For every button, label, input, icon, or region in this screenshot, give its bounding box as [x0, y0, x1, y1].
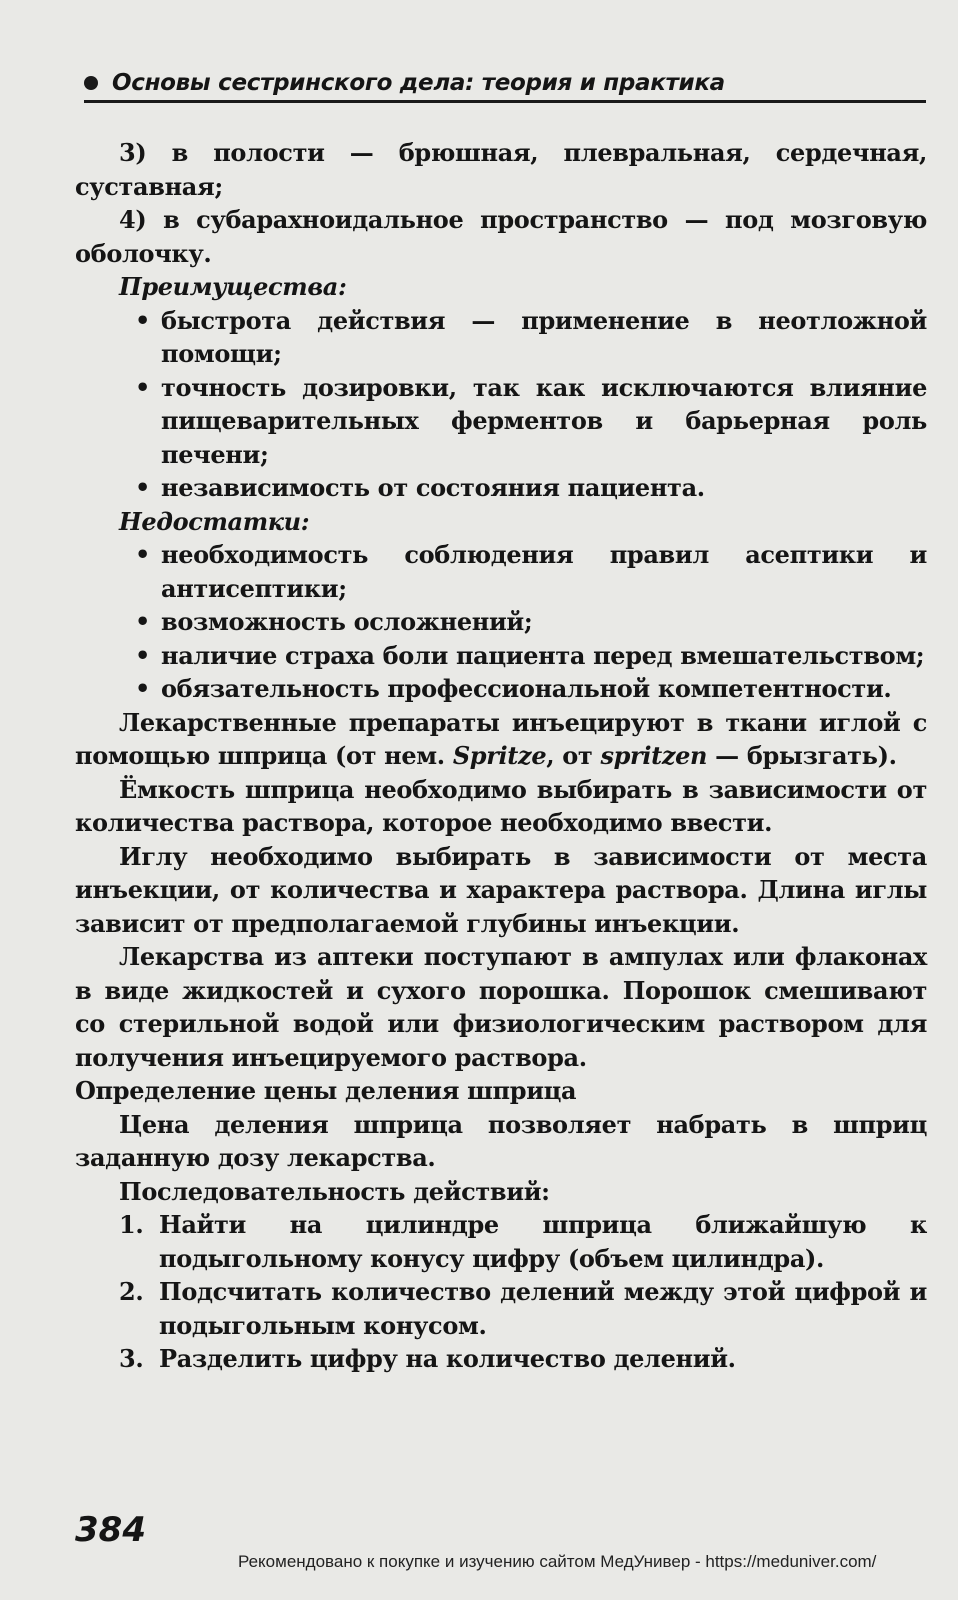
syringe-text-after: — брызгать).	[707, 741, 897, 770]
steps-list	[75, 1208, 927, 1376]
paragraph: Ёмкость шприца необходимо выбирать в зависимости от количества раствора, которое необходимо ввести.	[75, 774, 927, 837]
section-intro: Цена деления шприца позволяет набрать в шприц заданную дозу лекарства.	[75, 1109, 927, 1172]
syringe-text-before: Лекарственные препараты инъецируют в ткани иглой с помощью шприца (от нем.	[75, 707, 927, 770]
syringe-text-mid: , от	[546, 741, 601, 770]
bullet-dot-icon	[84, 76, 98, 90]
term-spritze: Spritze	[452, 741, 547, 770]
footer-note: Рекомендовано к покупке и изучению сайтом МедУнивер - https://meduniver.com/	[238, 1552, 877, 1571]
step-item	[119, 1208, 927, 1275]
list-item: • необходимость соблюдения правил асептики и антисептики;	[135, 538, 927, 605]
step-text: Разделить цифру на количество делений.	[159, 1344, 736, 1373]
list-item: • быстрота действия — применение в неотложной помощи;	[135, 304, 927, 371]
list-item: • точность дозировки, так как исключаются влияние пищеварительных ферментов и барьерная роль печени;	[135, 371, 927, 472]
step-text: Подсчитать количество делений между этой цифрой и подыгольным конусом.	[159, 1277, 927, 1340]
step-item	[119, 1275, 927, 1342]
term-spritzen: spritzen	[600, 741, 708, 770]
header-title: Основы сестринского дела: теория и практика	[112, 70, 725, 96]
step-text: Найти на цилиндре шприца ближайшую к подыгольному конусу цифру (объем цилиндра).	[159, 1210, 927, 1273]
running-header	[84, 70, 926, 103]
section-title: Определение цены деления шприца	[75, 1076, 577, 1105]
list-item: • обязательность профессиональной компетентности.	[135, 672, 927, 706]
page-body	[75, 136, 927, 1376]
list-item: • наличие страха боли пациента перед вмешательством;	[135, 639, 927, 673]
paragraph: Иглу необходимо выбирать в зависимости от места инъекции, от количества и характера раствора. Длина иглы зависит от предполагаемой глубины инъекции.	[75, 841, 927, 938]
step-number: 2.	[119, 1277, 144, 1306]
disadvantages-heading: Недостатки:	[119, 506, 310, 536]
step-number: 3.	[119, 1344, 144, 1373]
page-number: 384	[75, 1510, 146, 1550]
paragraph: Лекарства из аптеки поступают в ампулах или флаконах в виде жидкостей и сухого порошка. Порошок смешивают со стерильной водой или физиологическим раствором для получения инъецируемого раствора.	[75, 942, 927, 1072]
step-item	[119, 1342, 927, 1376]
disadvantages-list	[75, 538, 927, 706]
step-number: 1.	[119, 1210, 144, 1239]
advantages-list	[75, 304, 927, 505]
steps-heading: Последовательность действий:	[119, 1176, 550, 1206]
route-item: 4) в субарахноидальное пространство — под мозговую оболочку.	[75, 205, 927, 268]
syringe-paragraph	[75, 706, 927, 773]
list-item: • возможность осложнений;	[135, 605, 927, 639]
route-item: 3) в полости — брюшная, плевральная, сердечная, суставная;	[75, 138, 927, 201]
advantages-heading: Преимущества:	[119, 272, 347, 301]
list-item: • независимость от состояния пациента.	[135, 471, 927, 505]
